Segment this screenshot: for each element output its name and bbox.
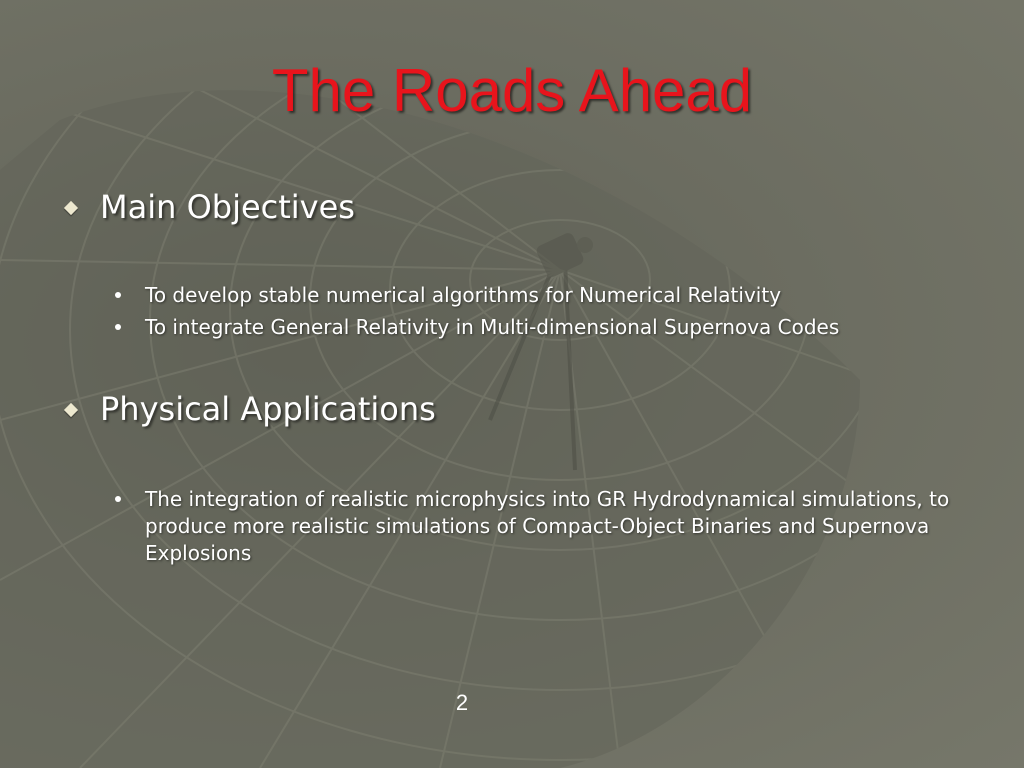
round-bullet-icon: [115, 324, 121, 330]
bullet-item: [112, 314, 962, 341]
page-number: 2: [455, 690, 469, 715]
bullet-text: To develop stable numerical algorithms for Numerical Relativity: [145, 283, 782, 307]
round-bullet-icon: [115, 496, 121, 502]
bullet-text: To integrate General Relativity in Multi-dimensional Supernova Codes: [145, 315, 840, 339]
slide-title: The Roads Ahead: [271, 57, 753, 124]
section-heading-physical-applications: [64, 390, 436, 428]
bullet-text: The integration of realistic microphysics into GR Hydrodynamical simulations, to produce more realistic simulations of Compact-Object Binaries and Supernova Explosions: [145, 487, 950, 565]
section-heading-text: Main Objectives: [100, 188, 355, 226]
bullet-item: [112, 282, 962, 309]
diamond-bullet-icon: [64, 403, 78, 417]
section-heading-text: Physical Applications: [100, 390, 436, 428]
round-bullet-icon: [115, 292, 121, 298]
section-heading-main-objectives: [64, 188, 355, 226]
bullet-item: [112, 486, 962, 567]
diamond-bullet-icon: [64, 201, 78, 215]
